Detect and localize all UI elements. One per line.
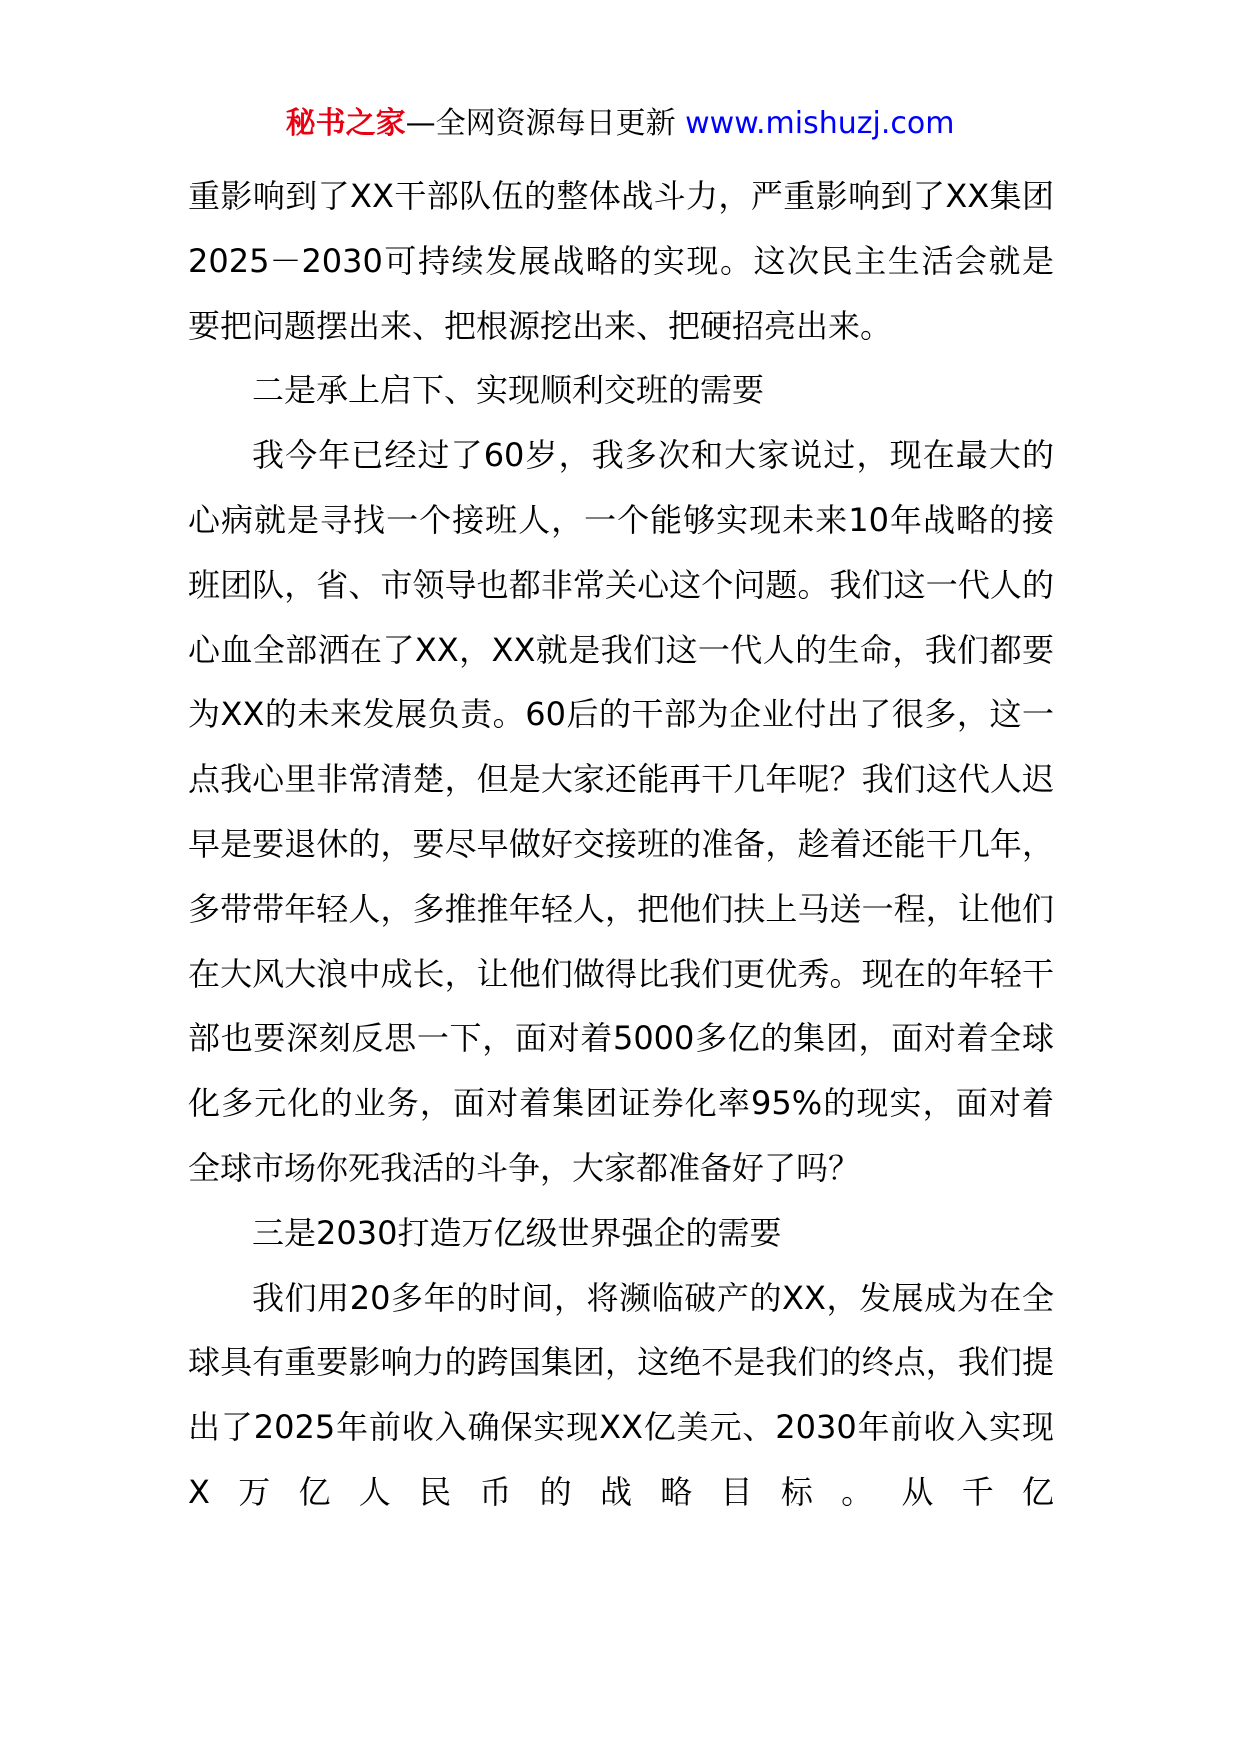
site-tagline: —全网资源每日更新 — [405, 106, 676, 141]
site-brand: 秘书之家 — [285, 106, 406, 141]
paragraph-succession: 我今年已经过了60岁，我多次和大家说过，现在最大的心病就是寻找一个接班人，一个能够实现未来10年战略的接班团队，省、市领导也都非常关心这个问题。我们这一代人的心血全部洒在了XX，XX就是我们这一代人的生命，我们都要为XX的未来发展负责。60后的干部为企业付出了很多，这一点我心里非常清楚，但是大家还能再干几年呢？我们这代人迟早是要退休的，要尽早做好交接班的准备，趁着还能干几年，多带带年轻人，多推推年轻人，把他们扶上马送一程，让他们在大风大浪中成长，让他们做得比我们更优秀。现在的年轻干部也要深刻反思一下，面对着5000多亿的集团，面对着全球化多元化的业务，面对着集团证券化率95%的现实，面对着全球市场你死我活的斗争，大家都准备好了吗？ — [188, 436, 1054, 1187]
paragraph-strategy: 我们用20多年的时间，将濒临破产的XX，发展成为在全球具有重要影响力的跨国集团，这绝不是我们的终点，我们提出了2025年前收入确保实现XX亿美元、2030年前收入实现X万亿人民币的战略目标。从千亿 — [188, 1278, 1054, 1511]
document-body — [188, 164, 1054, 1525]
section-heading-2: 二是承上启下、实现顺利交班的需要 — [252, 371, 765, 410]
page-header — [0, 100, 1240, 148]
section-heading-3: 三是2030打造万亿级世界强企的需要 — [252, 1213, 782, 1252]
paragraph-continuation: 重影响到了XX干部队伍的整体战斗力，严重影响到了XX集团2025－2030可持续发展战略的实现。这次民主生活会就是要把问题摆出来、把根源挖出来、把硬招亮出来。 — [188, 177, 1054, 345]
site-url-link[interactable]: www.mishuzj.com — [685, 106, 955, 141]
